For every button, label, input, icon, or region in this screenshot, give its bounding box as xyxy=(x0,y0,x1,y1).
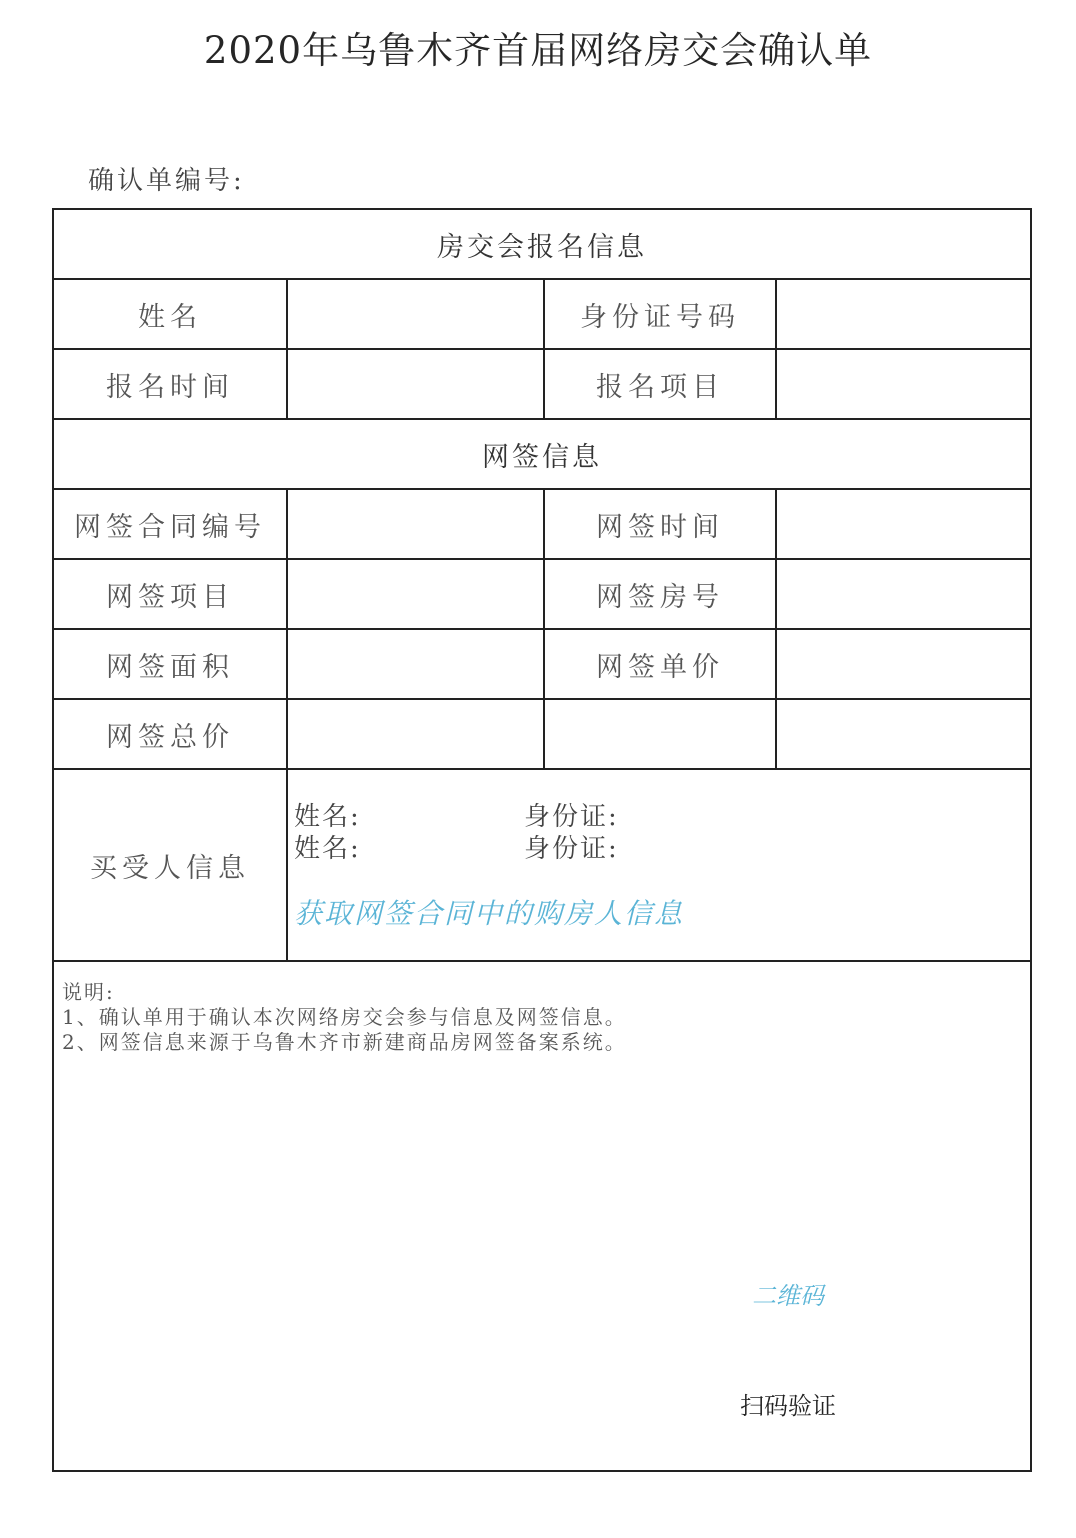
confirmation-form xyxy=(52,208,1032,1472)
total-price-label: 网签总价 xyxy=(54,699,287,769)
registration-project-label: 报名项目 xyxy=(544,349,776,419)
buyer-id-label-2: 身份证: xyxy=(524,834,619,864)
signing-time-label: 网签时间 xyxy=(544,489,776,559)
buyer-info-hint: 获取网签合同中的购房人信息 xyxy=(294,897,685,930)
signing-project-value-cell[interactable] xyxy=(287,559,544,629)
table-row xyxy=(54,489,1030,559)
unit-price-value-cell[interactable] xyxy=(776,629,1030,699)
registration-project-value-cell[interactable] xyxy=(776,349,1030,419)
buyer-info-label: 买受人信息 xyxy=(54,769,287,961)
registration-time-value-cell[interactable] xyxy=(287,349,544,419)
area-label: 网签面积 xyxy=(54,629,287,699)
registration-section-title: 房交会报名信息 xyxy=(54,210,1030,279)
scan-verify-label: 扫码验证 xyxy=(740,1392,836,1420)
id-number-value-cell[interactable] xyxy=(776,279,1030,349)
signing-section-row xyxy=(54,419,1030,489)
signing-project-label: 网签项目 xyxy=(54,559,287,629)
signing-time-value-cell[interactable] xyxy=(776,489,1030,559)
total-price-value-cell[interactable] xyxy=(287,699,544,769)
buyer-row xyxy=(54,769,1030,961)
table-row xyxy=(54,559,1030,629)
table-row xyxy=(54,629,1030,699)
notes-item: 2、网签信息来源于乌鲁木齐市新建商品房网签备案系统。 xyxy=(62,1030,627,1054)
contract-number-value-cell[interactable] xyxy=(287,489,544,559)
room-number-value-cell[interactable] xyxy=(776,559,1030,629)
confirmation-number-label: 确认单编号: xyxy=(88,166,245,196)
contract-number-label: 网签合同编号 xyxy=(54,489,287,559)
notes-section xyxy=(62,980,627,1055)
notes-heading: 说明: xyxy=(62,980,115,1004)
buyer-name-label-2: 姓名: xyxy=(294,834,361,864)
buyer-id-label-1: 身份证: xyxy=(524,802,619,832)
id-number-label: 身份证号码 xyxy=(544,279,776,349)
form-table xyxy=(54,210,1030,962)
notes-item: 1、确认单用于确认本次网络房交会参与信息及网签信息。 xyxy=(62,1005,627,1029)
registration-time-label: 报名时间 xyxy=(54,349,287,419)
empty-cell xyxy=(544,699,776,769)
buyer-name-label-1: 姓名: xyxy=(294,802,361,832)
registration-section-row xyxy=(54,210,1030,279)
signing-section-title: 网签信息 xyxy=(54,419,1030,489)
room-number-label: 网签房号 xyxy=(544,559,776,629)
buyer-info-cell xyxy=(287,769,1030,961)
empty-cell xyxy=(776,699,1030,769)
area-value-cell[interactable] xyxy=(287,629,544,699)
qr-code-placeholder[interactable]: 二维码 xyxy=(752,1282,824,1310)
table-row xyxy=(54,349,1030,419)
document-title: 2020年乌鲁木齐首届网络房交会确认单 xyxy=(203,29,873,72)
unit-price-label: 网签单价 xyxy=(544,629,776,699)
name-label: 姓名 xyxy=(54,279,287,349)
table-row xyxy=(54,699,1030,769)
table-row xyxy=(54,279,1030,349)
name-value-cell[interactable] xyxy=(287,279,544,349)
